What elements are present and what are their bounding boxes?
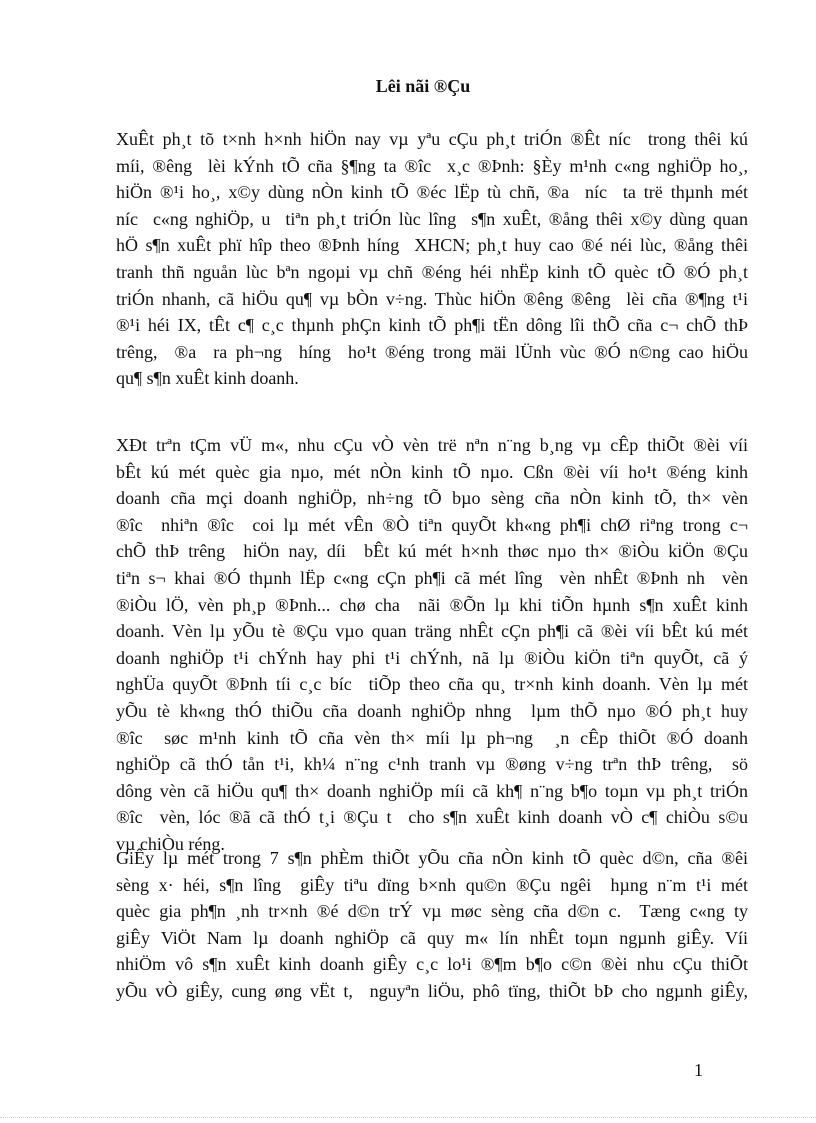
paragraph-1 (116, 126, 748, 392)
page-number: 1 (694, 1060, 703, 1080)
text-line: níc c«ng nghiÖp, u tiªn ph¸t triÓn lùc lîng s¶n xuÊt, ®ång thêi x©y dùng quan (116, 208, 748, 229)
paragraph-2 (116, 432, 748, 858)
text-line: tranh thñ nguån lùc bªn ngoµi vµ chñ ®éng héi nhËp kinh tÕ quèc tÕ ®Ó ph¸t (116, 261, 748, 282)
document-title: Lêi nãi ®Çu (375, 76, 471, 96)
text-line: dông vèn cã hiÖu qu¶ th× doanh nghiÖp míi cã kh¶ n¨ng b¶o toµn vµ ph¸t triÓn (116, 780, 748, 801)
text-line: vµ chiÒu réng. (116, 833, 225, 854)
text-line: qu¶ s¶n xuÊt kinh doanh. (116, 368, 299, 389)
text-line: quèc gia ph¶n ¸nh tr×nh ®é d©n trÝ vµ møc sèng cña d©n c. Tæng c«ng ty (116, 901, 748, 922)
text-line: ®îc nhiªn ®îc coi lµ mét vÊn ®Ò tiªn quyÕt kh«ng ph¶i chØ riªng trong c¬ (116, 514, 748, 535)
text-line: sèng x· héi, s¶n lîng giÊy tiªu dïng b×nh qu©n ®Çu ngêi hµng n¨m t¹i mét (116, 874, 748, 895)
text-line: hÖ s¶n xuÊt phï hîp theo ®Þnh híng XHCN; ph¸t huy cao ®é néi lùc, ®ång thêi (116, 235, 748, 256)
text-line: trêng, ®a ra ph¬ng híng ho¹t ®éng trong mäi lÜnh vùc ®Ó n©ng cao hiÖu (116, 341, 748, 362)
text-line: ®¹i héi IX, tÊt c¶ c¸c thµnh phÇn kinh tÕ ph¶i tËn dông lîi thÕ cña c¬ chÕ thÞ (116, 315, 748, 336)
text-line: ®îc søc m¹nh kinh tÕ cña vèn th× míi lµ ph¬ng ¸n cÊp thiÕt ®Ó doanh (116, 727, 748, 748)
paragraph-3 (116, 845, 748, 1005)
text-line: hiÖn ®¹i ho¸, x©y dùng nÒn kinh tÕ ®éc lËp tù chñ, ®a níc ta trë thµnh mét (116, 182, 748, 203)
text-line: ®iÒu lÖ, vèn ph¸p ®Þnh... chø cha nãi ®Õn lµ khi tiÕn hµnh s¶n xuÊt kinh (116, 594, 748, 615)
text-line: chÕ thÞ trêng hiÖn nay, díi bÊt kú mét h×nh thøc nµo th× ®iÒu kiÖn ®Çu (116, 541, 748, 562)
text-line: doanh cña mçi doanh nghiÖp, nh÷ng tÕ bµo sèng cña nÒn kinh tÕ, th× vèn (116, 488, 748, 509)
text-line: triÓn nhanh, cã hiÖu qu¶ vµ bÒn v÷ng. Thùc hiÖn ®êng ®êng lèi cña ®¶ng t¹i (116, 288, 748, 309)
text-line: nghiÖp cã thÓ tån t¹i, kh¼ n¨ng c¹nh tranh vµ ®øng v÷ng trªn thÞ trêng, sö (116, 754, 748, 775)
text-line: XuÊt ph¸t tõ t×nh h×nh hiÖn nay vµ yªu cÇu ph¸t triÓn ®Êt níc trong thêi kú (116, 129, 748, 149)
text-line: XÐt trªn tÇm vÜ m«, nhu cÇu vÒ vèn trë nªn n¨ng b¸ng vµ cÊp thiÕt ®èi víi (116, 435, 748, 455)
text-line: yÕu tè kh«ng thÓ thiÕu cña doanh nghiÖp nhng lµm thÕ nµo ®Ó ph¸t huy (116, 700, 748, 721)
text-line: doanh. Vèn lµ yÕu tè ®Çu vµo quan träng nhÊt cÇn ph¶i cã ®èi víi bÊt kú mét (116, 621, 748, 642)
text-line: ®îc vèn, lóc ®ã cã thÓ t¸i ®Çu t cho s¶n xuÊt kinh doanh vÒ c¶ chiÒu s©u (116, 807, 748, 828)
text-line: tiªn s¬ khai ®Ó thµnh lËp c«ng cÇn ph¶i cã mét lîng vèn nhÊt ®Þnh nh vèn (116, 567, 748, 588)
text-line: GiÊy lµ mét trong 7 s¶n phÈm thiÕt yÕu cña nÒn kinh tÕ quèc d©n, cña ®êi (116, 848, 748, 868)
text-line: yÕu vÒ giÊy, cung øng vËt t, nguyªn liÖu, phô tïng, thiÕt bÞ cho ngµnh giÊy, (116, 980, 748, 1001)
page-bottom-divider (0, 1117, 816, 1118)
text-line: míi, ®êng lèi kÝnh tÕ cña §¶ng ta ®îc x¸c ®Þnh: §Èy m¹nh c«ng nghiÖp ho¸, (116, 155, 748, 176)
text-line: nhiÖm vô s¶n xuÊt kinh doanh giÊy c¸c lo¹i ®¶m b¶o c©n ®èi nhu cÇu thiÕt (116, 954, 748, 975)
text-line: doanh nghiÖp t¹i chÝnh hay phi t¹i chÝnh, nã lµ ®iÒu kiÖn tiªn quyÕt, cã ý (116, 647, 748, 668)
text-line: nghÜa quyÕt ®Þnh tíi c¸c bíc tiÕp theo cña qu¸ tr×nh kinh doanh. Vèn lµ mét (116, 674, 748, 695)
text-line: giÊy ViÖt Nam lµ doanh nghiÖp cã quy m« lín nhÊt toµn ngµnh giÊy. Víi (116, 927, 748, 948)
text-line: bÊt kú mét quèc gia nµo, mét nÒn kinh tÕ nµo. Cßn ®èi víi ho¹t ®éng kinh (116, 461, 748, 482)
